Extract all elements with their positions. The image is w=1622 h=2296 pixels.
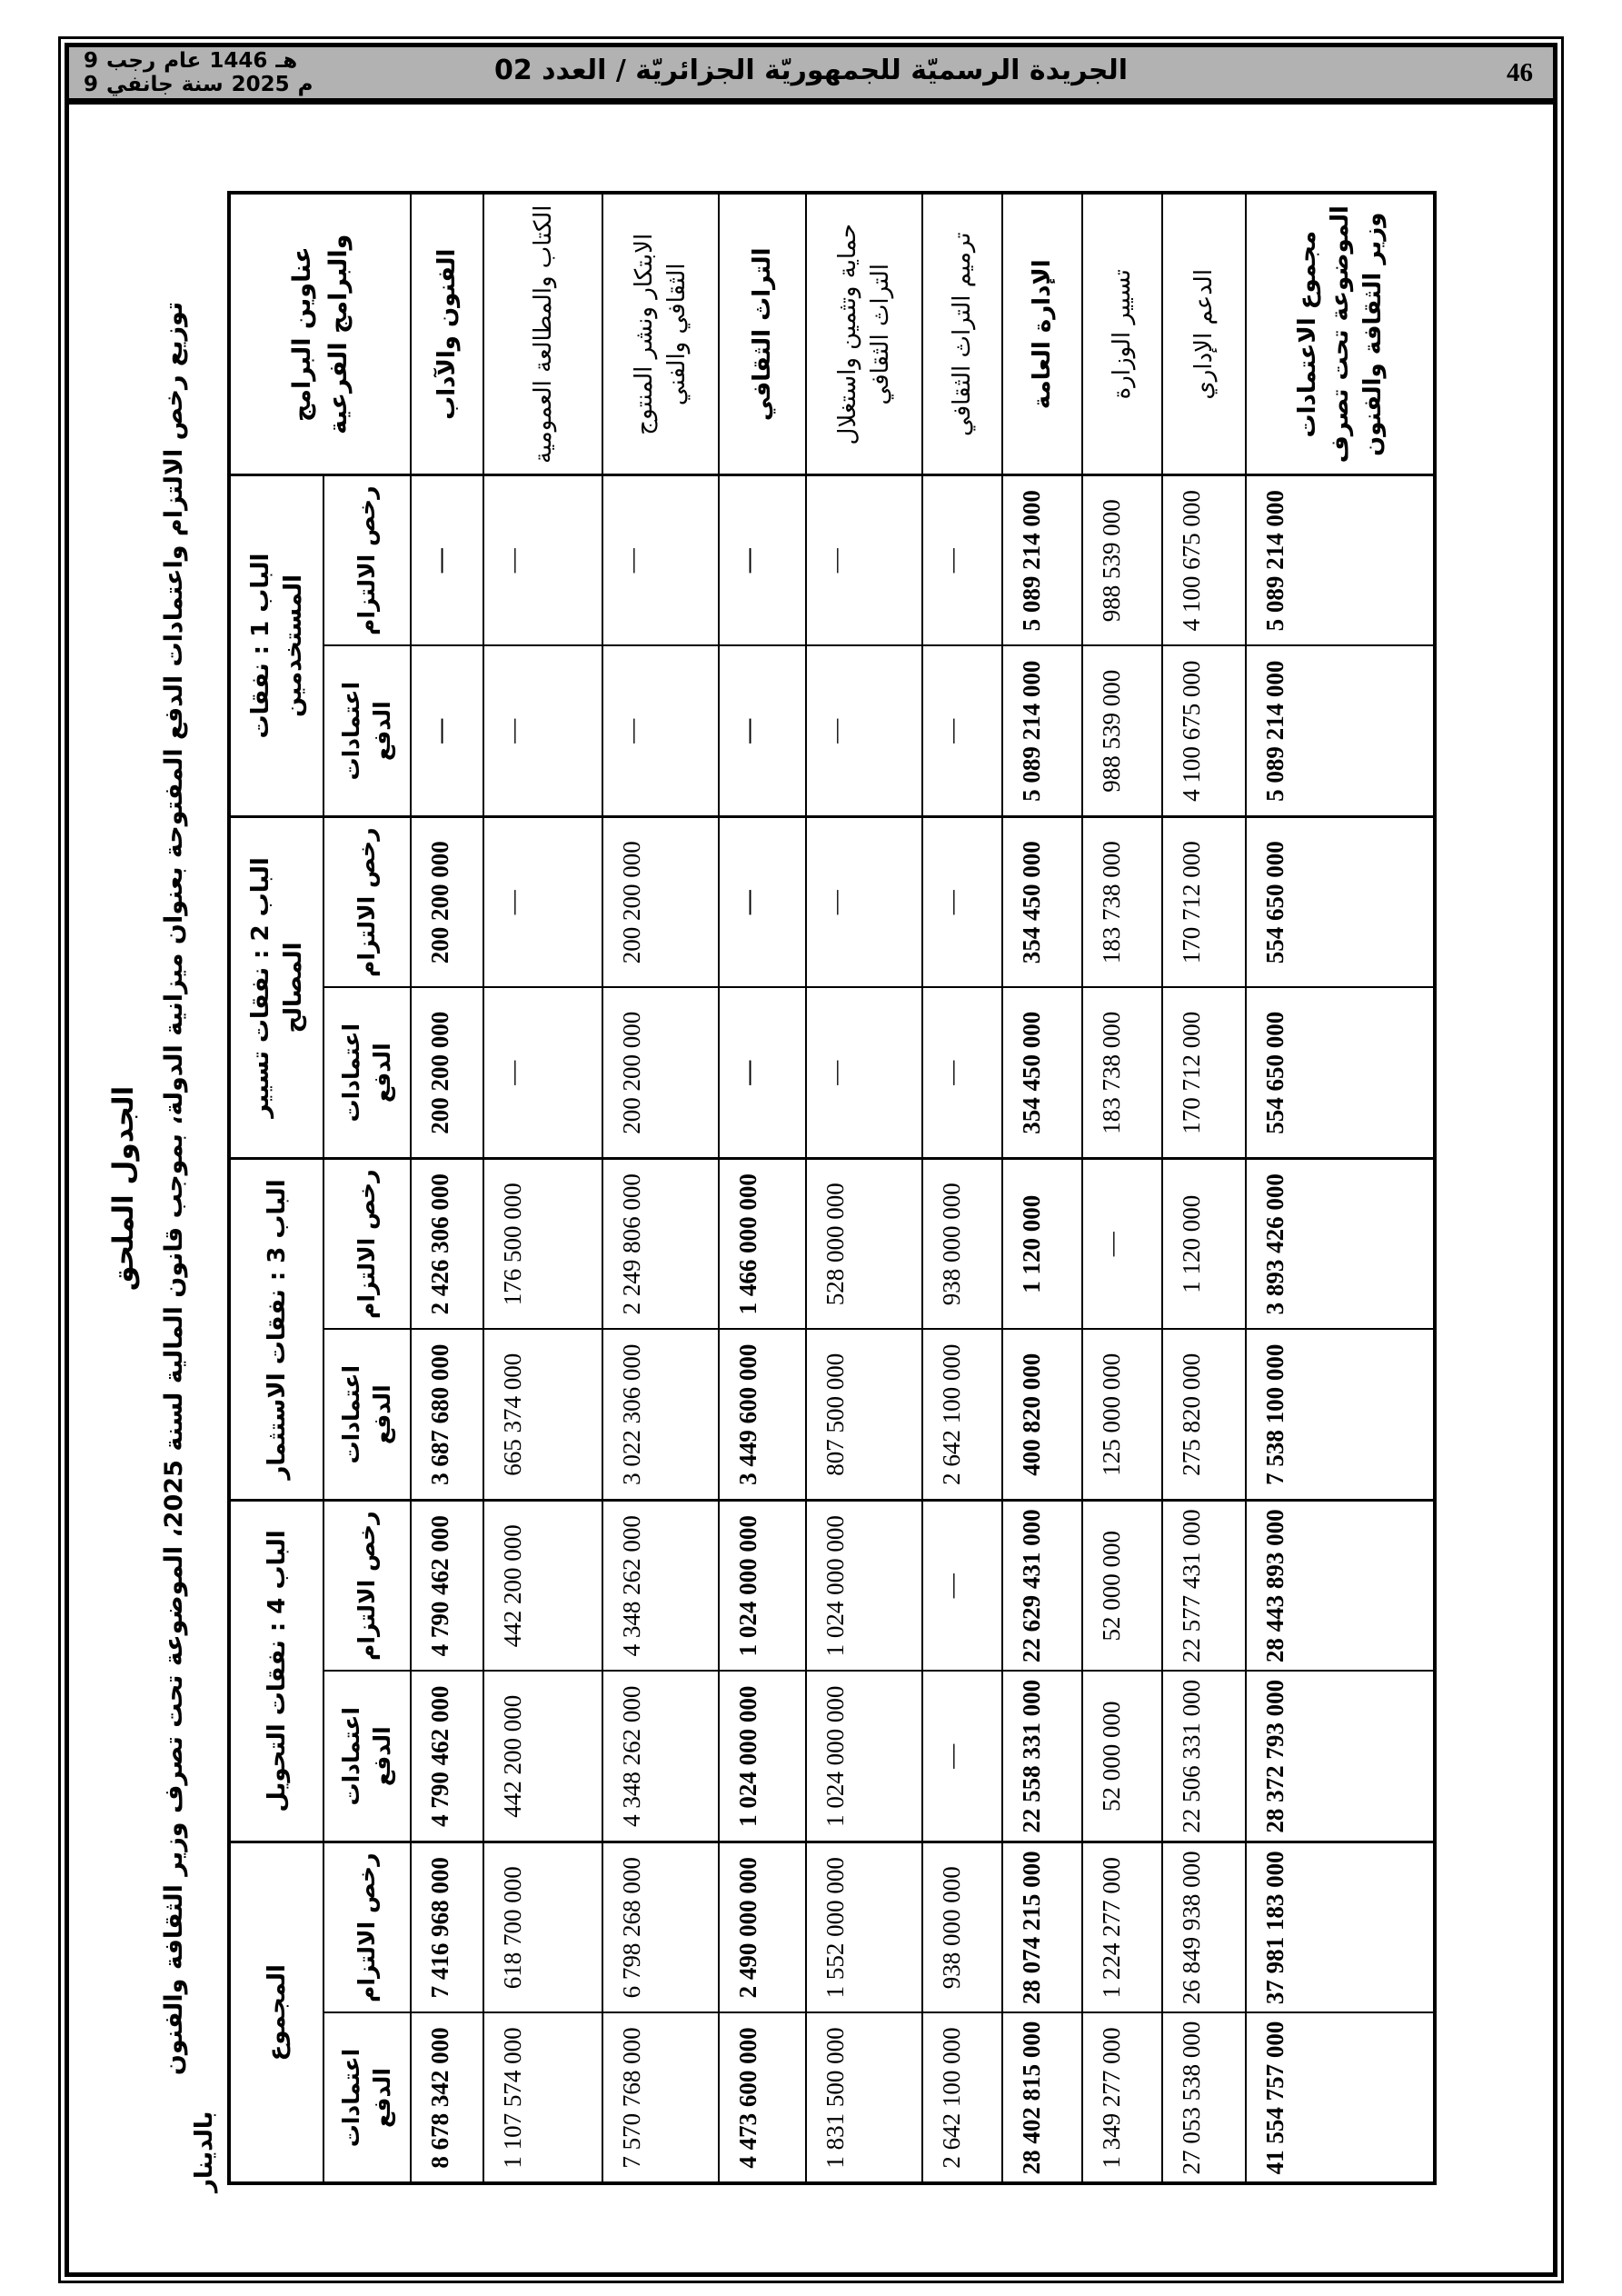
program-name: الكتاب والمطالعة العمومية — [483, 193, 602, 474]
budget-table — [227, 191, 1437, 2185]
value-cell: — — [602, 474, 719, 645]
program-name: الابتكار ونشر المنتوج الثقافي والفني — [602, 193, 719, 474]
value-cell: 807 500 000 — [806, 1329, 922, 1500]
value-cell: 183 738 000 — [1082, 987, 1162, 1158]
date-word: هـ — [275, 49, 298, 73]
value-cell: 27 053 538 000 — [1162, 2013, 1246, 2184]
table-row — [922, 193, 1002, 2183]
table-row — [806, 193, 922, 2183]
value-cell: 3 687 680 000 — [411, 1329, 483, 1500]
value-cell: — — [922, 1500, 1002, 1671]
pay-subheader: اعتمادات الدفع — [323, 2013, 411, 2184]
masthead-title: الجريدة الرسميّة للجمهوريّة الجزائريّة / العدد 02 — [493, 55, 1129, 86]
rotated-sheet-area — [69, 105, 1553, 2272]
value-cell: 2 490 000 000 — [719, 1842, 806, 2013]
value-cell: 52 000 000 — [1082, 1500, 1162, 1671]
date-word: 9 — [84, 73, 99, 96]
value-cell: 1 024 000 000 — [719, 1500, 806, 1671]
value-cell: 988 539 000 — [1082, 474, 1162, 645]
value-cell: — — [922, 474, 1002, 645]
program-name: تسيير الوزارة — [1082, 193, 1162, 474]
table-title-row — [156, 105, 227, 2272]
chapter3-group-header: الباب 3 : نفقات الاستثمار — [229, 1158, 323, 1500]
value-cell: 2 642 100 000 — [922, 2013, 1002, 2184]
value-cell: 400 820 000 — [1002, 1329, 1082, 1500]
date-word: سنة — [181, 73, 224, 96]
pay-subheader: اعتمادات الدفع — [323, 1671, 411, 1842]
value-cell: 4 790 462 000 — [411, 1500, 483, 1671]
value-cell: — — [806, 987, 922, 1158]
page-content — [69, 105, 1553, 2272]
header-sub-row — [323, 193, 411, 2183]
table-row — [1082, 193, 1162, 2183]
date-word: م — [297, 73, 313, 96]
value-cell: 618 700 000 — [483, 1842, 602, 2013]
commit-subheader: رخص الالتزام — [323, 474, 411, 645]
date-word: رجب — [106, 49, 156, 73]
value-cell: 2 426 306 000 — [411, 1158, 483, 1329]
value-cell: — — [806, 645, 922, 816]
value-cell: — — [483, 987, 602, 1158]
value-cell: 176 500 000 — [483, 1158, 602, 1329]
value-cell: 938 000 000 — [922, 1158, 1002, 1329]
value-cell: 4 348 262 000 — [602, 1671, 719, 1842]
value-cell: 2 642 100 000 — [922, 1329, 1002, 1500]
value-cell: 1 224 277 000 — [1082, 1842, 1162, 2013]
program-name: ترميم التراث الثقافي — [922, 193, 1002, 474]
table-title: توزيع رخص الالتزام واعتمادات الدفع المفتوحة بعنوان ميزانية الدولة، بموجب قانون المالية لسنة 2025، الموضوعة تحت تصرف وزير الثقافة والفنون — [160, 301, 188, 2076]
value-cell: 4 100 675 000 — [1162, 474, 1246, 645]
date-word: 2025 — [231, 73, 290, 96]
value-cell: — — [411, 645, 483, 816]
value-cell: 4 100 675 000 — [1162, 645, 1246, 816]
value-cell: 1 349 277 000 — [1082, 2013, 1162, 2184]
value-cell: 1 120 000 — [1162, 1158, 1246, 1329]
program-name: التراث الثقافي — [719, 193, 806, 474]
value-cell: 183 738 000 — [1082, 816, 1162, 987]
value-cell: 8 678 342 000 — [411, 2013, 483, 2184]
value-cell: 1 552 000 000 — [806, 1842, 922, 2013]
value-cell: 1 120 000 — [1002, 1158, 1082, 1329]
value-cell: 3 022 306 000 — [602, 1329, 719, 1500]
page-frame — [58, 36, 1564, 2283]
date-word: جانفي — [106, 73, 174, 96]
value-cell: 22 558 331 000 — [1002, 1671, 1082, 1842]
table-row — [719, 193, 806, 2183]
value-cell: 528 000 000 — [806, 1158, 922, 1329]
table-row — [411, 193, 483, 2183]
value-cell: 170 712 000 — [1162, 987, 1246, 1158]
value-cell: — — [1082, 1158, 1162, 1329]
value-cell: 5 089 214 000 — [1002, 645, 1082, 816]
value-cell: 2 249 806 000 — [602, 1158, 719, 1329]
value-cell: 938 000 000 — [922, 1842, 1002, 2013]
value-cell: 28 372 793 000 — [1246, 1671, 1435, 1842]
commit-subheader: رخص الالتزام — [323, 1842, 411, 2013]
value-cell: 988 539 000 — [1082, 645, 1162, 816]
commit-subheader: رخص الالتزام — [323, 1500, 411, 1671]
value-cell: 28 074 215 000 — [1002, 1842, 1082, 2013]
program-name: حماية وتثمين واستغلال التراث الثقافي — [806, 193, 922, 474]
chapter1-group-header: الباب 1 : نفقات المستخدمين — [229, 474, 323, 816]
table-header — [229, 193, 411, 2183]
value-cell: 26 849 938 000 — [1162, 1842, 1246, 2013]
value-cell: 200 200 000 — [602, 987, 719, 1158]
value-cell: 28 402 815 000 — [1002, 2013, 1082, 2184]
program-name: مجموع الاعتمادات الموضوعة تحت تصرف وزير الثقافة والفنون — [1246, 193, 1435, 474]
value-cell: 554 650 000 — [1246, 987, 1435, 1158]
value-cell: — — [483, 474, 602, 645]
value-cell: 125 000 000 — [1082, 1329, 1162, 1500]
table-row — [1246, 193, 1435, 2183]
table-row — [1162, 193, 1246, 2183]
chapter4-group-header: الباب 4 : نفقات التحويل — [229, 1500, 323, 1842]
value-cell: 170 712 000 — [1162, 816, 1246, 987]
value-cell: 354 450 000 — [1002, 987, 1082, 1158]
total-group-header: المجموع — [229, 1842, 323, 2184]
commit-subheader: رخص الالتزام — [323, 1158, 411, 1329]
commit-subheader: رخص الالتزام — [323, 816, 411, 987]
table-row — [1002, 193, 1082, 2183]
value-cell: 7 416 968 000 — [411, 1842, 483, 2013]
value-cell: 3 449 600 000 — [719, 1329, 806, 1500]
value-cell: — — [719, 816, 806, 987]
value-cell: 1 024 000 000 — [719, 1671, 806, 1842]
value-cell: 22 629 431 000 — [1002, 1500, 1082, 1671]
page-frame-inner — [65, 43, 1557, 2277]
value-cell: 28 443 893 000 — [1246, 1500, 1435, 1671]
value-cell: 275 820 000 — [1162, 1329, 1246, 1500]
date-word: عام — [164, 49, 202, 73]
value-cell: 4 473 600 000 — [719, 2013, 806, 2184]
value-cell: 200 200 000 — [411, 816, 483, 987]
value-cell: 7 538 100 000 — [1246, 1329, 1435, 1500]
program-name: الإدارة العامة — [1002, 193, 1082, 474]
pay-subheader: اعتمادات الدفع — [323, 1329, 411, 1500]
program-name: الفنون والآداب — [411, 193, 483, 474]
value-cell: 554 650 000 — [1246, 816, 1435, 987]
value-cell: — — [719, 987, 806, 1158]
table-row — [483, 193, 602, 2183]
value-cell: — — [483, 816, 602, 987]
value-cell: 5 089 214 000 — [1246, 474, 1435, 645]
value-cell: — — [483, 645, 602, 816]
value-cell: 37 981 183 000 — [1246, 1842, 1435, 2013]
date-word: 9 — [84, 49, 99, 73]
pay-subheader: اعتمادات الدفع — [323, 645, 411, 816]
appendix-title: الجدول الملحق — [107, 1085, 140, 1292]
masthead — [69, 47, 1553, 105]
value-cell: — — [719, 645, 806, 816]
currency-unit-label: بالدينار — [191, 2111, 218, 2192]
page-number: 46 — [1507, 58, 1533, 87]
value-cell: 22 506 331 000 — [1162, 1671, 1246, 1842]
value-cell: — — [806, 474, 922, 645]
value-cell: 200 200 000 — [411, 987, 483, 1158]
value-cell: 442 200 000 — [483, 1500, 602, 1671]
value-cell: 1 466 000 000 — [719, 1158, 806, 1329]
value-cell: 200 200 000 — [602, 816, 719, 987]
program-names-header: عناوين البرامج والبرامج الفرعية — [229, 193, 411, 474]
program-name: الدعم الإداري — [1162, 193, 1246, 474]
value-cell: 1 107 574 000 — [483, 2013, 602, 2184]
value-cell: — — [411, 474, 483, 645]
value-cell: 1 024 000 000 — [806, 1500, 922, 1671]
value-cell: 6 798 268 000 — [602, 1842, 719, 2013]
header-group-row — [229, 193, 323, 2183]
value-cell: 7 570 768 000 — [602, 2013, 719, 2184]
value-cell: 22 577 431 000 — [1162, 1500, 1246, 1671]
value-cell: 41 554 757 000 — [1246, 2013, 1435, 2184]
value-cell: 4 790 462 000 — [411, 1671, 483, 1842]
value-cell: — — [806, 816, 922, 987]
value-cell: — — [922, 816, 1002, 987]
value-cell: 52 000 000 — [1082, 1671, 1162, 1842]
chapter2-group-header: الباب 2 : نفقات تسيير المصالح — [229, 816, 323, 1158]
value-cell: 4 348 262 000 — [602, 1500, 719, 1671]
date-word: 1446 — [209, 49, 268, 73]
value-cell: 1 831 500 000 — [806, 2013, 922, 2184]
value-cell: 665 374 000 — [483, 1329, 602, 1500]
value-cell: — — [922, 645, 1002, 816]
pay-subheader: اعتمادات الدفع — [323, 987, 411, 1158]
value-cell: — — [719, 474, 806, 645]
value-cell: — — [922, 1671, 1002, 1842]
table-body — [411, 193, 1435, 2183]
landscape-sheet — [69, 105, 1553, 2272]
value-cell: 442 200 000 — [483, 1671, 602, 1842]
value-cell: 354 450 000 — [1002, 816, 1082, 987]
value-cell: 3 893 426 000 — [1246, 1158, 1435, 1329]
value-cell: 5 089 214 000 — [1246, 645, 1435, 816]
value-cell: 1 024 000 000 — [806, 1671, 922, 1842]
value-cell: — — [602, 645, 719, 816]
table-row — [602, 193, 719, 2183]
value-cell: 5 089 214 000 — [1002, 474, 1082, 645]
value-cell: — — [922, 987, 1002, 1158]
